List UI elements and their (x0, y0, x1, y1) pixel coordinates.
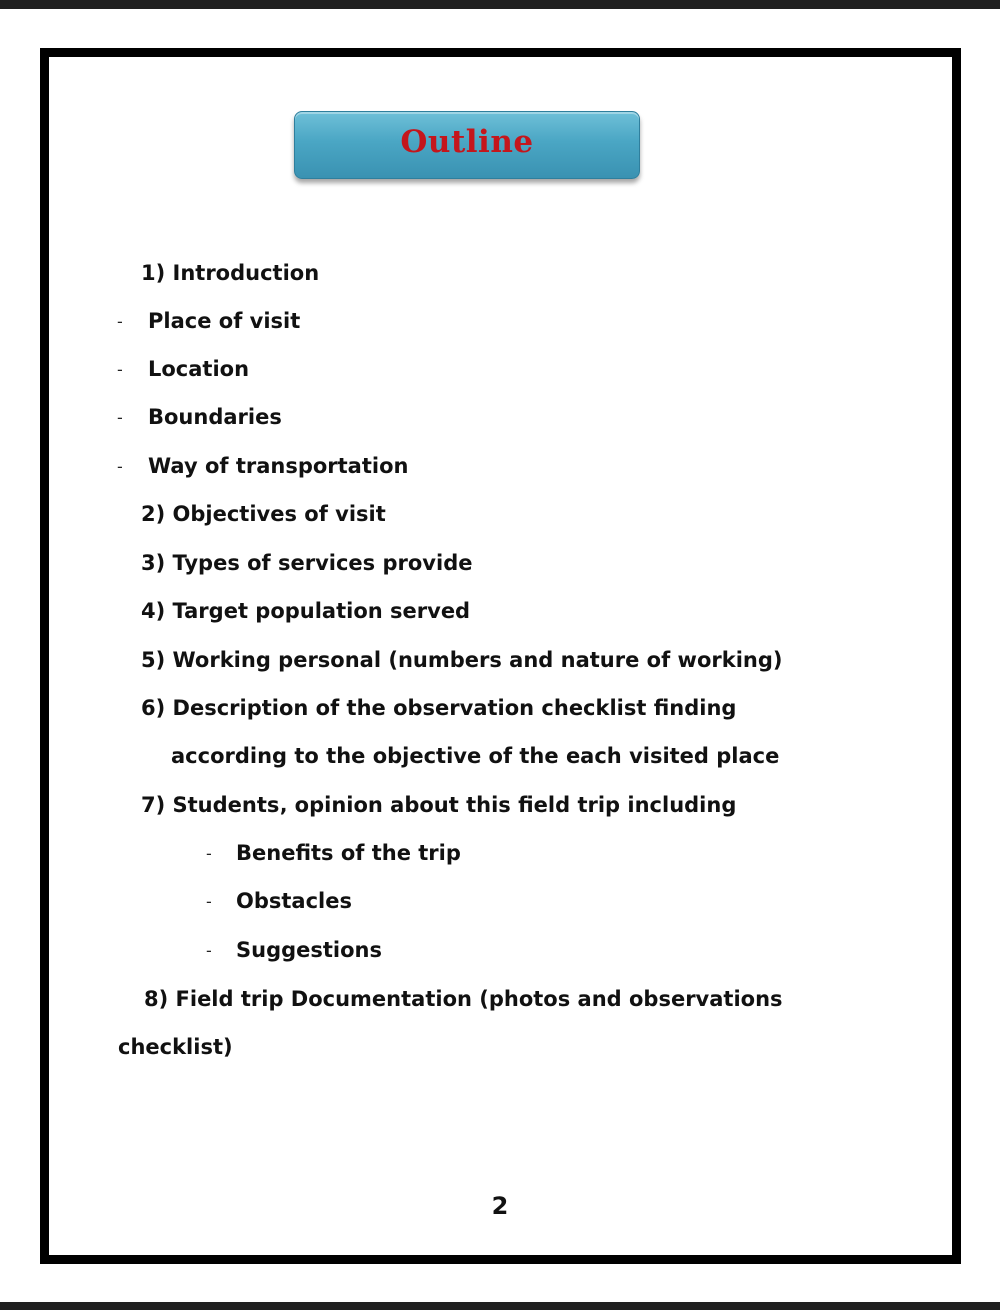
outline-item-1: 1) Introduction (141, 261, 320, 285)
outline-item-8-continued: checklist) (118, 1035, 233, 1059)
page-title: Outline (400, 124, 534, 160)
outline-item-6: 6) Description of the observation checklist finding (141, 696, 737, 720)
bullet-dash: - (117, 408, 123, 427)
bullet-dash: - (117, 312, 123, 331)
outline-subitem: Obstacles (236, 889, 352, 913)
outline-item-5: 5) Working personal (numbers and nature of working) (141, 648, 783, 672)
outline-subitem: Benefits of the trip (236, 841, 461, 865)
outline-item-8: 8) Field trip Documentation (photos and observations (144, 987, 783, 1011)
outline-item-4: 4) Target population served (141, 599, 471, 623)
outline-item-6-continued: according to the objective of the each visited place (171, 744, 780, 768)
outline-subitem: Location (148, 357, 250, 381)
outline-subitem: Suggestions (236, 938, 382, 962)
outline-item-2: 2) Objectives of visit (141, 502, 386, 526)
outline-subitem: Place of visit (148, 309, 301, 333)
outline-subitem: Way of transportation (148, 454, 409, 478)
outline-subitem: Boundaries (148, 405, 282, 429)
page-number: 2 (491, 1192, 509, 1220)
bullet-dash: - (117, 457, 123, 476)
bullet-dash: - (206, 941, 212, 960)
bullet-dash: - (206, 844, 212, 863)
bullet-dash: - (117, 360, 123, 379)
title-banner (294, 111, 640, 179)
bullet-dash: - (206, 892, 212, 911)
outline-item-3: 3) Types of services provide (141, 551, 473, 575)
bottom-edge-bar (0, 1302, 1000, 1310)
top-edge-bar (0, 0, 1000, 9)
outline-item-7: 7) Students‚ opinion about this field trip including (141, 793, 737, 817)
